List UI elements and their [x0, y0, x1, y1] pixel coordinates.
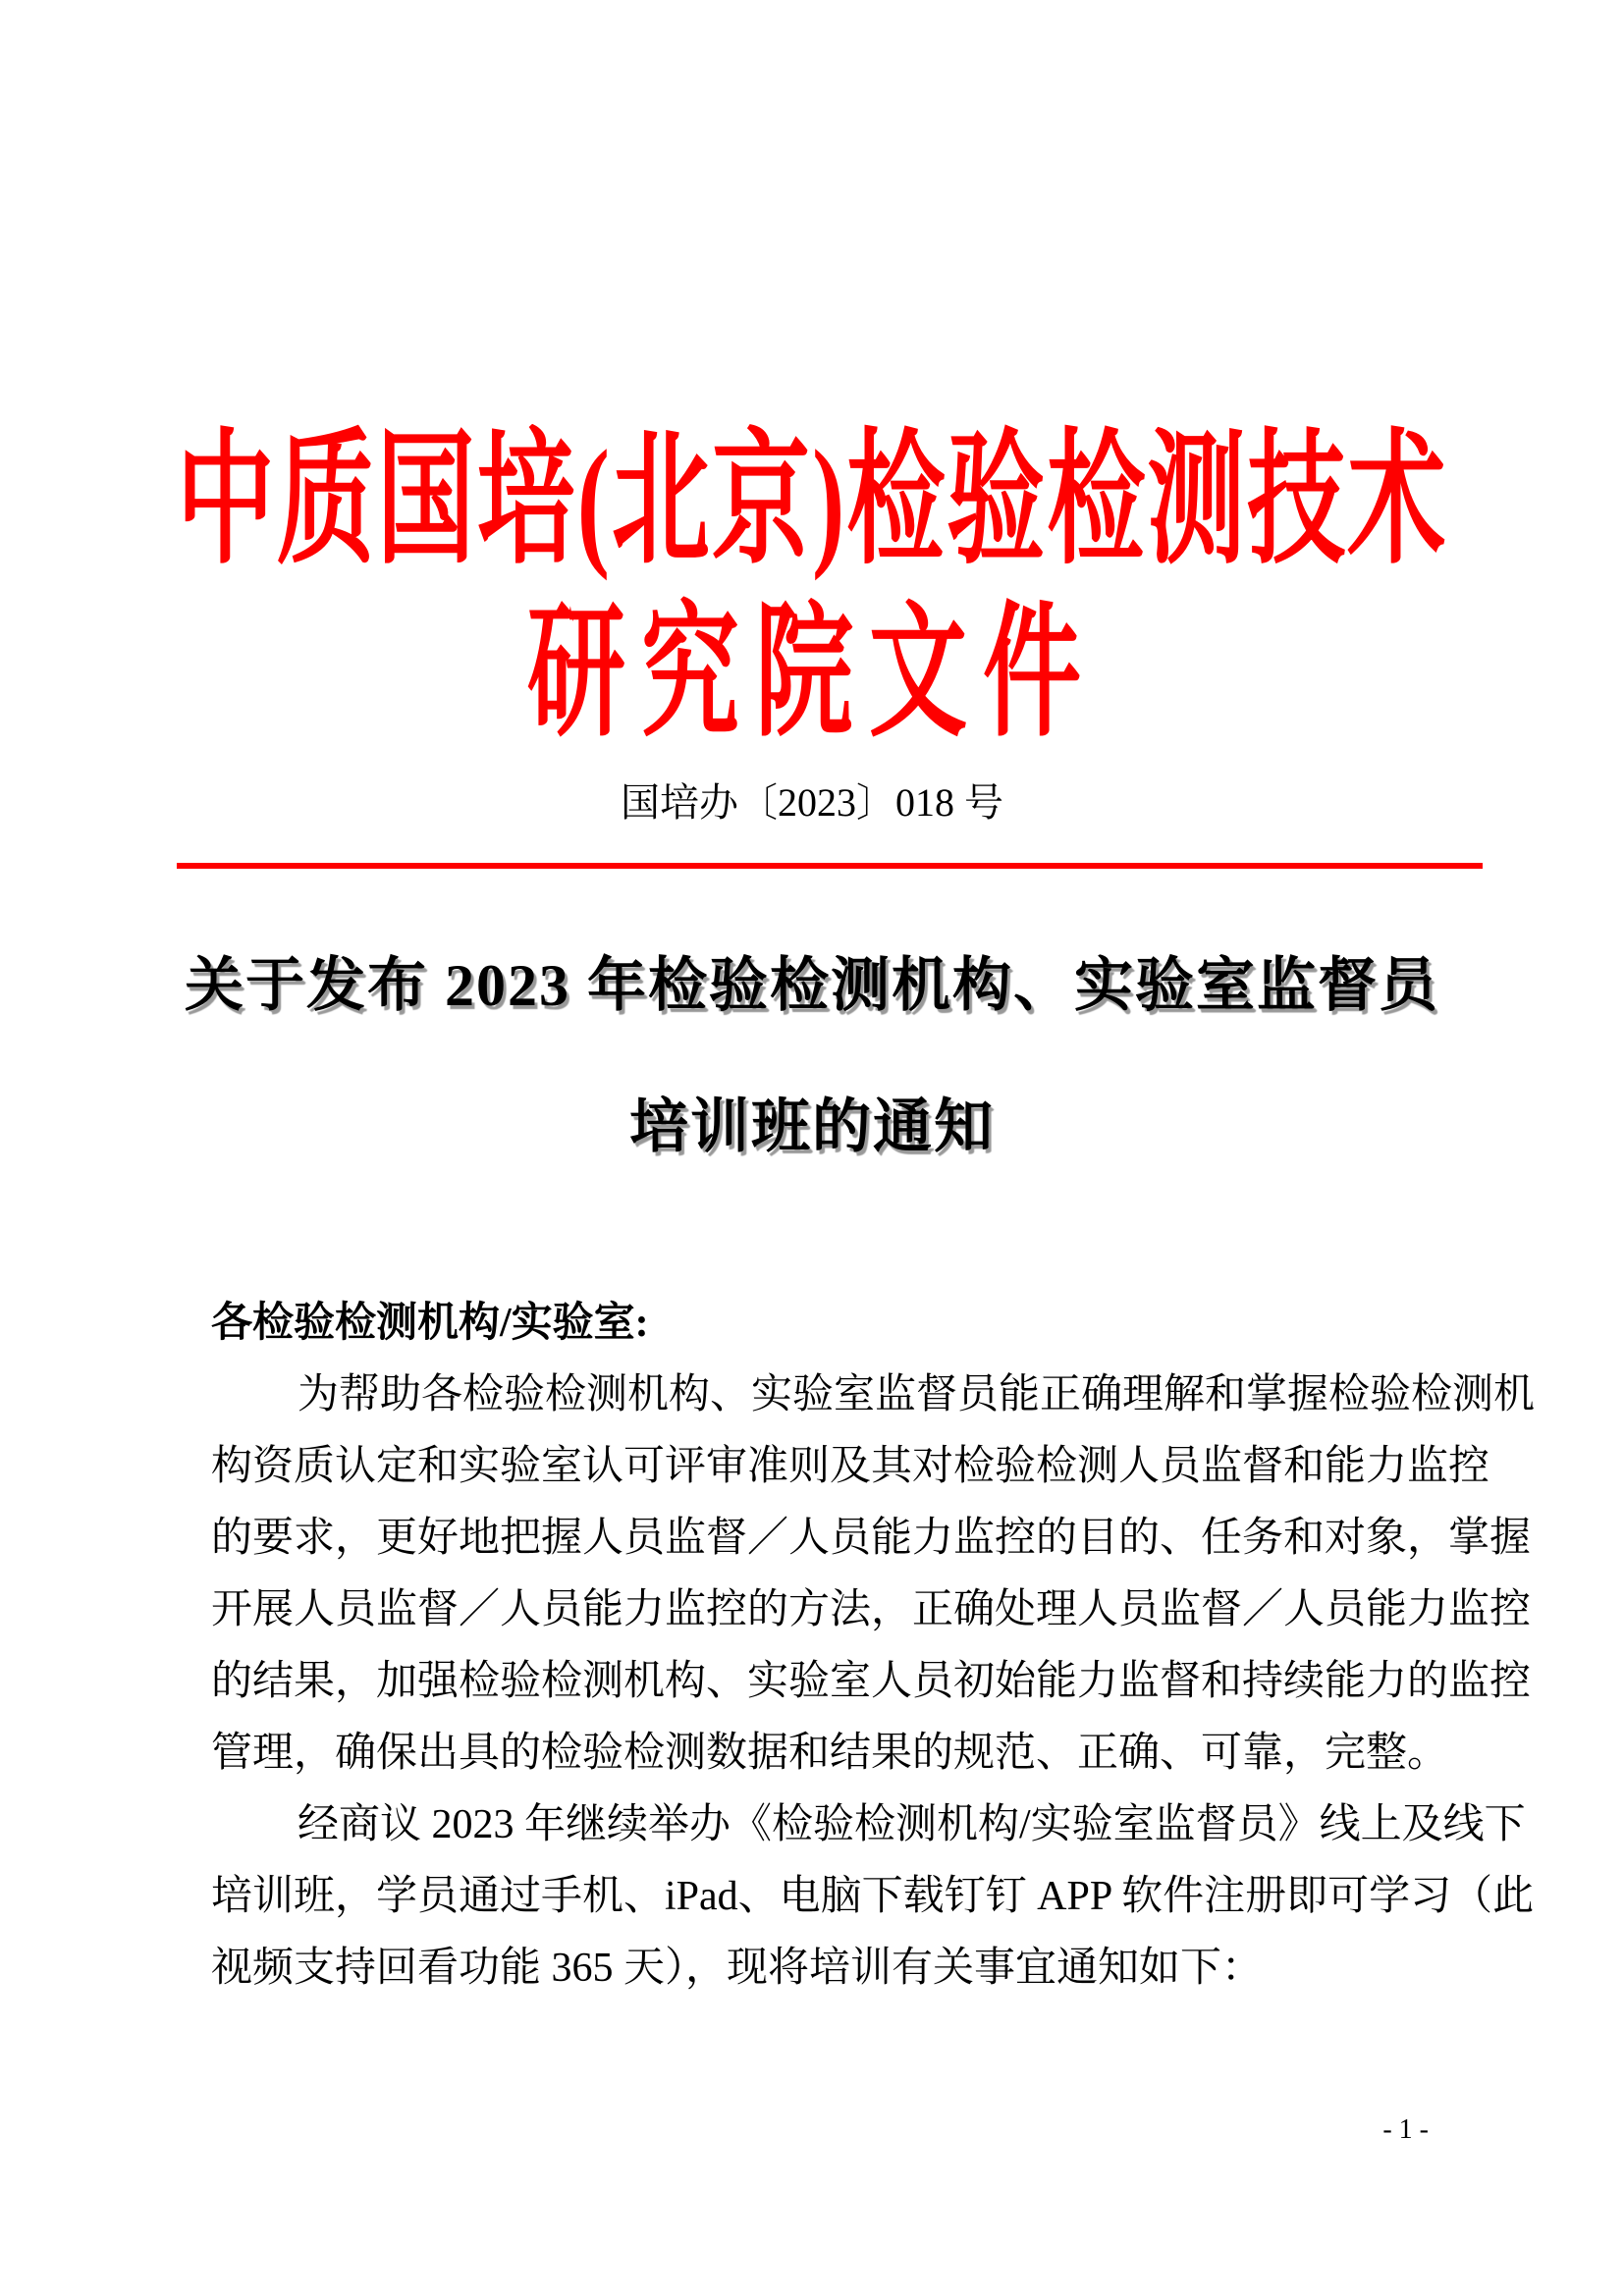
paragraph1-line1: 为帮助各检验检测机构、实验室监督员能正确理解和掌握检验检测机	[298, 1372, 1536, 1417]
paragraph1-line3: 的要求，更好地把握人员监督／人员能力监控的目的、任务和对象，掌握	[211, 1516, 1532, 1561]
paragraph2-line1: 经商议 2023 年继续举办《检验检测机构/实验室监督员》线上及线下	[298, 1802, 1526, 1847]
red-separator-rule	[177, 863, 1483, 869]
paragraph1-line4: 开展人员监督／人员能力监控的方法，正确处理人员监督／人员能力监控	[211, 1587, 1532, 1632]
paragraph1-line2: 构资质认定和实验室认可评审准则及其对检验检测人员监督和能力监控	[211, 1444, 1490, 1489]
page-number: - 1 -	[1382, 2114, 1429, 2145]
paragraph1-line5: 的结果，加强检验检测机构、实验室人员初始能力监督和持续能力的监控	[211, 1659, 1532, 1704]
paragraph1-line6: 管理，确保出具的检验检测数据和结果的规范、正确、可靠，完整。	[211, 1731, 1449, 1776]
org-title	[0, 415, 1624, 761]
org-title-line1: 中质国培(北京)检验检测技术	[176, 420, 1448, 582]
document-body	[211, 1288, 1536, 2004]
paragraph2-line2: 培训班，学员通过手机、iPad、电脑下载钉钉 APP 软件注册即可学习（此	[211, 1874, 1535, 1919]
doc-title-line1: 关于发布 2023 年检验检测机构、实验室监督员	[185, 953, 1439, 1018]
doc-title	[0, 915, 1624, 1198]
paragraph2-line3: 视频支持回看功能 365 天），现将培训有关事宜通知如下：	[211, 1946, 1264, 1991]
doc-title-line2: 培训班的通知	[629, 1095, 995, 1159]
salutation: 各检验检测机构/实验室:	[211, 1301, 649, 1346]
doc-number: 国培办〔2023〕018 号	[621, 780, 1003, 825]
org-title-line2: 研究院文件	[527, 593, 1097, 755]
